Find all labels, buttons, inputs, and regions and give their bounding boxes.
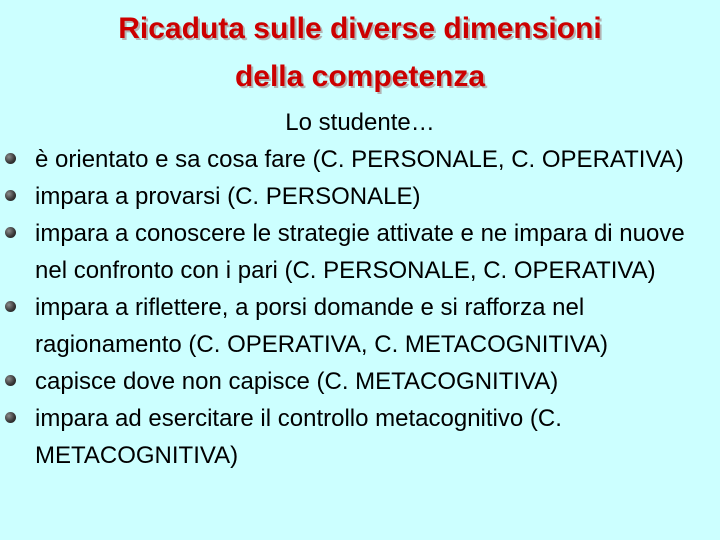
list-item [0, 178, 720, 215]
slide-title [0, 5, 720, 101]
slide-subtitle: Lo studente… [285, 109, 435, 136]
list-item [0, 289, 720, 363]
slide-title-line-2: della competenza [234, 60, 486, 93]
list-item-text: capisce dove non capisce (C. METACOGNITIVA) [35, 368, 559, 395]
bullet-dot-icon [5, 227, 16, 238]
slide-title-line-1: Ricaduta sulle diverse dimensioni [118, 12, 602, 45]
list-item [0, 363, 720, 400]
list-item-text: impara ad esercitare il controllo metacognitivo (C. METACOGNITIVA) [35, 405, 562, 469]
list-item-text: impara a riflettere, a porsi domande e si rafforza nel ragionamento (C. OPERATIVA, C. METACOGNITIVA) [35, 294, 609, 358]
list-item-text: impara a provarsi (C. PERSONALE) [35, 183, 421, 210]
bullet-dot-icon [5, 190, 16, 201]
bullet-dot-icon [5, 153, 16, 164]
bullet-list [0, 141, 720, 474]
list-item [0, 400, 720, 474]
list-item-text: impara a conoscere le strategie attivate e ne impara di nuove nel confronto con i pari (C. PERSONALE, C. OPERATIVA) [35, 220, 685, 284]
list-item-text: è orientato e sa cosa fare (C. PERSONALE, C. OPERATIVA) [35, 146, 684, 173]
bullet-dot-icon [5, 301, 16, 312]
bullet-dot-icon [5, 412, 16, 423]
bullet-dot-icon [5, 375, 16, 386]
list-item [0, 215, 720, 289]
list-item [0, 141, 720, 178]
